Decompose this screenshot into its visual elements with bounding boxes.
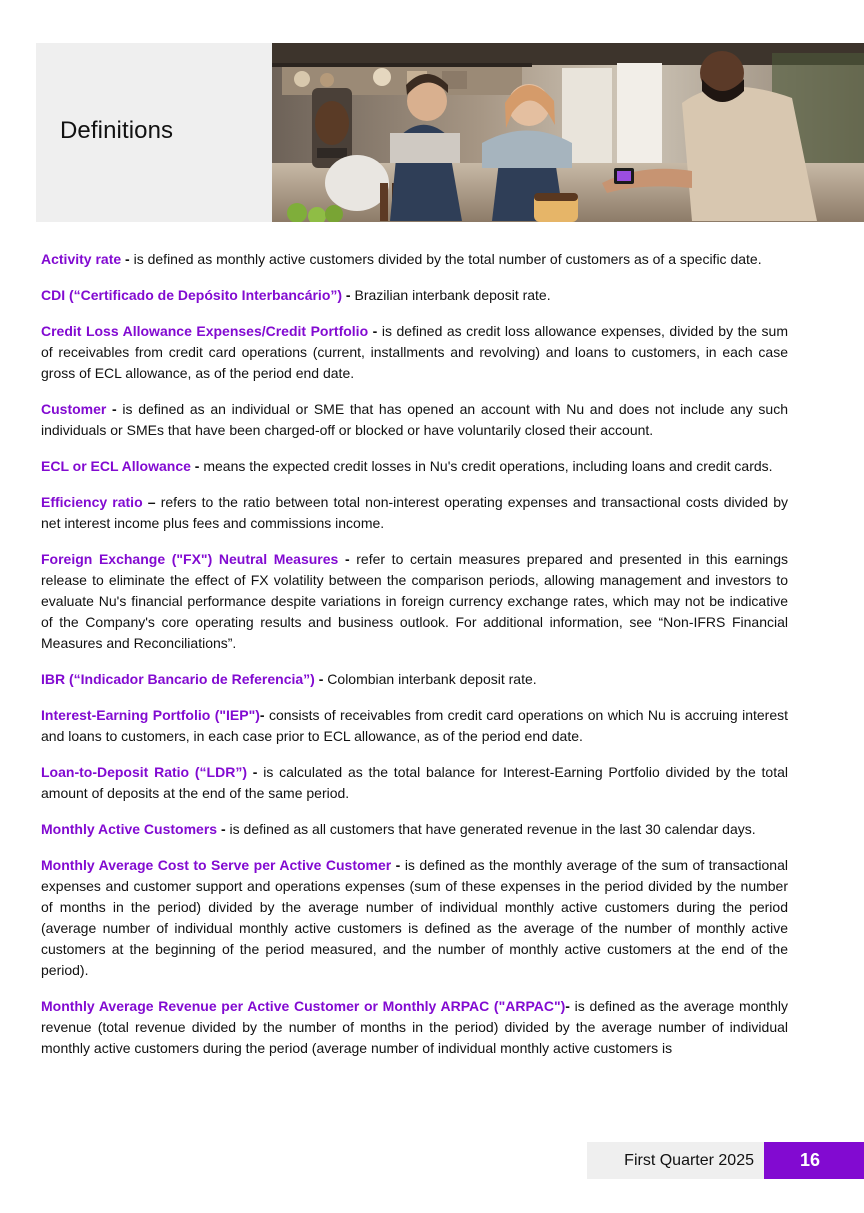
definition-term: Efficiency ratio <box>41 494 143 510</box>
definition-term: IBR (“Indicador Bancario de Referencia”) <box>41 671 315 687</box>
definition-cost-to-serve <box>41 855 788 981</box>
definition-separator: - <box>217 821 230 837</box>
definition-text: Brazilian interbank deposit rate. <box>354 287 551 303</box>
definition-text: is defined as credit loss allowance expenses, divided by the sum of receivables from credit card operations (current, installments and revolving) and loans to customers, in each case gross of ECL allowance, as of the period end date. <box>41 323 788 381</box>
header-title-panel <box>36 43 272 222</box>
definition-text: refer to certain measures prepared and presented in this earnings release to eliminate the effect of FX volatility between the comparison periods, allowing management and investors to evaluate Nu's financial performance despite variations in foreign currency exchange rates, which may not be indicative of the Company's core operating results and business outlook. For additional information, see “Non-IFRS Financial Measures and Reconciliations”. <box>41 551 788 651</box>
definition-term: Customer <box>41 401 107 417</box>
definition-text: is defined as monthly active customers divided by the total number of customers as of a specific date. <box>133 251 762 267</box>
definition-separator: - <box>247 764 264 780</box>
definition-separator: - <box>368 323 382 339</box>
definition-arpac <box>41 996 788 1059</box>
definition-separator: - <box>314 671 328 687</box>
definition-separator: - <box>565 998 575 1014</box>
definition-separator: – <box>142 494 161 510</box>
definition-ecl <box>41 456 788 477</box>
definition-separator: - <box>342 287 355 303</box>
definitions-list <box>41 249 788 1074</box>
definition-term: Credit Loss Allowance Expenses/Credit Portfolio <box>41 323 369 339</box>
definition-efficiency-ratio <box>41 492 788 534</box>
definition-separator: - <box>391 857 405 873</box>
page-number: 16 <box>764 1142 864 1179</box>
definition-separator: - <box>121 251 134 267</box>
definition-cdi <box>41 285 788 306</box>
definition-separator: - <box>190 458 204 474</box>
definition-term: Monthly Average Revenue per Active Customer or Monthly ARPAC ("ARPAC") <box>41 998 566 1014</box>
definition-text: is defined as all customers that have generated revenue in the last 30 calendar days. <box>229 821 756 837</box>
page-title: Definitions <box>60 117 174 144</box>
definition-ldr <box>41 762 788 804</box>
definition-monthly-active-customers <box>41 819 788 840</box>
definition-text: Colombian interbank deposit rate. <box>327 671 537 687</box>
definition-text: is defined as the average monthly revenue (total revenue divided by the number of months in the period) divided by the average number of individual monthly active customers during the period (average number of individual monthly active customers is <box>41 998 788 1056</box>
definition-term: CDI (“Certificado de Depósito Interbancário”) <box>41 287 343 303</box>
definition-term: ECL or ECL Allowance <box>41 458 191 474</box>
definition-activity-rate <box>41 249 788 270</box>
definition-text: is defined as the monthly average of the sum of transactional expenses and customer support and operations expenses (sum of these expenses in the period divided by the number of months in the period) divided by the average number of individual monthly active customers during the period (average number of individual monthly active customers is defined as the average of the number of monthly active customers at the beginning of the period measured, and the number of monthly active customers at the end of the period). <box>41 857 788 978</box>
definition-term: Loan-to-Deposit Ratio (“LDR”) <box>41 764 247 780</box>
definition-term: Interest-Earning Portfolio ("IEP") <box>41 707 260 723</box>
definition-ibr <box>41 669 788 690</box>
definition-term: Foreign Exchange ("FX") Neutral Measures <box>41 551 339 567</box>
definition-term: Monthly Active Customers <box>41 821 218 837</box>
definition-fx-neutral <box>41 549 788 654</box>
definition-text: means the expected credit losses in Nu's credit operations, including loans and credit cards. <box>203 458 773 474</box>
definition-term: Activity rate <box>41 251 122 267</box>
definition-separator: - <box>338 551 357 567</box>
definition-term: Monthly Average Cost to Serve per Active Customer <box>41 857 392 873</box>
definition-text: consists of receivables from credit card operations on which Nu is accruing interest and loans to customers, in each case prior to ECL allowance, as of the period end date. <box>41 707 788 744</box>
definition-separator: - <box>259 707 269 723</box>
definition-customer <box>41 399 788 441</box>
cafe-workers-photo <box>272 43 864 222</box>
definition-text: is calculated as the total balance for Interest-Earning Portfolio divided by the total amount of deposits at the end of the same period. <box>41 764 788 801</box>
definition-text: is defined as an individual or SME that has opened an account with Nu and does not include any such individuals or SMEs that have been charged-off or blocked or have voluntarily closed their account. <box>41 401 788 438</box>
definition-separator: - <box>106 401 123 417</box>
definition-iep <box>41 705 788 747</box>
footer-period-label: First Quarter 2025 <box>587 1142 764 1179</box>
definition-credit-loss-allowance <box>41 321 788 384</box>
definition-text: refers to the ratio between total non-interest operating expenses and transactional costs divided by net interest income plus fees and commissions income. <box>41 494 788 531</box>
